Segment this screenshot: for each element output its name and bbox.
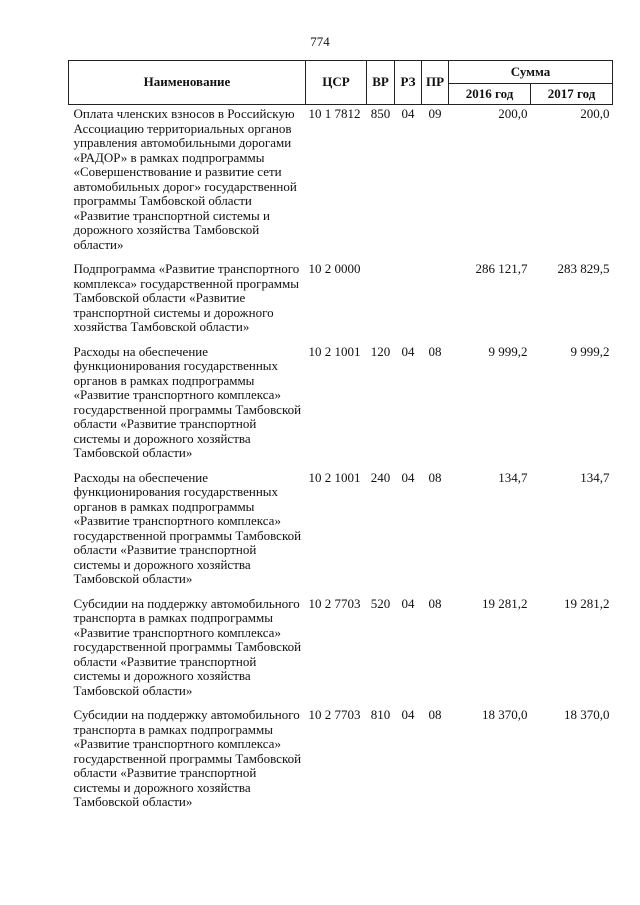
row-sum-2016: 19 281,2	[482, 595, 528, 611]
row-sum-2017: 200,0	[580, 106, 610, 121]
table-row	[69, 260, 613, 343]
page-number: 774	[310, 34, 330, 49]
row-pr: 08	[428, 707, 442, 722]
row-vr	[367, 260, 395, 343]
row-sum-2017: 9 999,2	[570, 343, 610, 359]
row-name: Субсидии на поддержку автомобильного транспорта в рамках подпрограммы «Развитие транспортного комплекса» государственной программы Тамбовской области «Развитие транспортной системы и дорожного хозяйства Тамбовской области»	[73, 595, 302, 698]
row-sum-2016: 200,0	[498, 106, 528, 121]
table-row	[69, 595, 613, 707]
row-name: Оплата членских взносов в Российскую Ассоциацию территориальных органов управления автомобильными дорогами «РАДОР» в рамках подпрограммы «Совершенствование и развитие сети автомобильных дорог» государственной программы Тамбовской области «Развитие транспортной системы и дорожного хозяйства Тамбовской области»	[73, 106, 297, 252]
table-row	[69, 105, 613, 261]
row-vr: 810	[370, 707, 391, 722]
row-sum-2016: 18 370,0	[482, 707, 528, 722]
row-pr: 08	[428, 469, 442, 485]
header-year-2017: 2017 год	[531, 84, 613, 105]
row-csr: 10 1 7812	[308, 106, 361, 121]
row-name: Расходы на обеспечение функционирования государственных органов в рамках подпрограммы «Развитие транспортного комплекса» государственной программы Тамбовской области «Развитие транспортной системы и дорожного хозяйства Тамбовской области»	[73, 343, 302, 460]
row-sum-2017: 134,7	[580, 469, 610, 485]
row-name: Субсидии на поддержку автомобильного транспорта в рамках подпрограммы «Развитие транспортного комплекса» государственной программы Тамбовской области «Развитие транспортной системы и дорожного хозяйства Тамбовской области»	[73, 707, 302, 809]
row-rz	[395, 260, 422, 343]
row-vr: 850	[370, 106, 391, 121]
row-sum-2017: 18 370,0	[564, 707, 610, 722]
header-vr: ВР	[367, 61, 395, 105]
row-csr: 10 2 1001	[308, 469, 361, 485]
row-rz: 04	[401, 595, 415, 611]
row-vr: 240	[370, 469, 391, 485]
row-sum-2016: 9 999,2	[488, 343, 528, 359]
table-header	[69, 61, 613, 105]
row-rz: 04	[401, 469, 415, 485]
row-rz: 04	[401, 707, 415, 722]
row-pr: 08	[428, 343, 442, 359]
row-csr: 10 2 0000	[308, 261, 361, 276]
row-pr: 09	[428, 106, 442, 121]
row-sum-2017: 283 829,5	[557, 261, 610, 276]
row-rz: 04	[401, 106, 415, 121]
table-row	[69, 343, 613, 469]
table-row	[69, 706, 613, 818]
row-vr: 120	[370, 343, 391, 359]
header-csr: ЦСР	[306, 61, 367, 105]
header-pr: ПР	[422, 61, 449, 105]
budget-table	[68, 60, 613, 818]
row-csr: 10 2 1001	[308, 343, 361, 359]
row-name: Подпрограмма «Развитие транспортного комплекса» государственной программы Тамбовской области «Развитие транспортной системы и дорожного хозяйства Тамбовской области»	[73, 261, 300, 334]
row-rz: 04	[401, 343, 415, 359]
row-vr: 520	[370, 595, 391, 611]
header-sum: Сумма	[449, 61, 613, 84]
row-sum-2016: 134,7	[498, 469, 528, 485]
table-body	[69, 105, 613, 818]
row-sum-2017: 19 281,2	[564, 595, 610, 611]
row-csr: 10 2 7703	[308, 595, 361, 611]
table-row	[69, 469, 613, 595]
header-rz: РЗ	[395, 61, 422, 105]
header-name: Наименование	[69, 61, 306, 105]
row-pr: 08	[428, 595, 442, 611]
row-pr	[422, 260, 449, 343]
header-year-2016: 2016 год	[449, 84, 531, 105]
row-sum-2016: 286 121,7	[475, 261, 528, 276]
row-name: Расходы на обеспечение функционирования государственных органов в рамках подпрограммы «Развитие транспортного комплекса» государственной программы Тамбовской области «Развитие транспортной системы и дорожного хозяйства Тамбовской области»	[73, 469, 302, 586]
row-csr: 10 2 7703	[308, 707, 361, 722]
